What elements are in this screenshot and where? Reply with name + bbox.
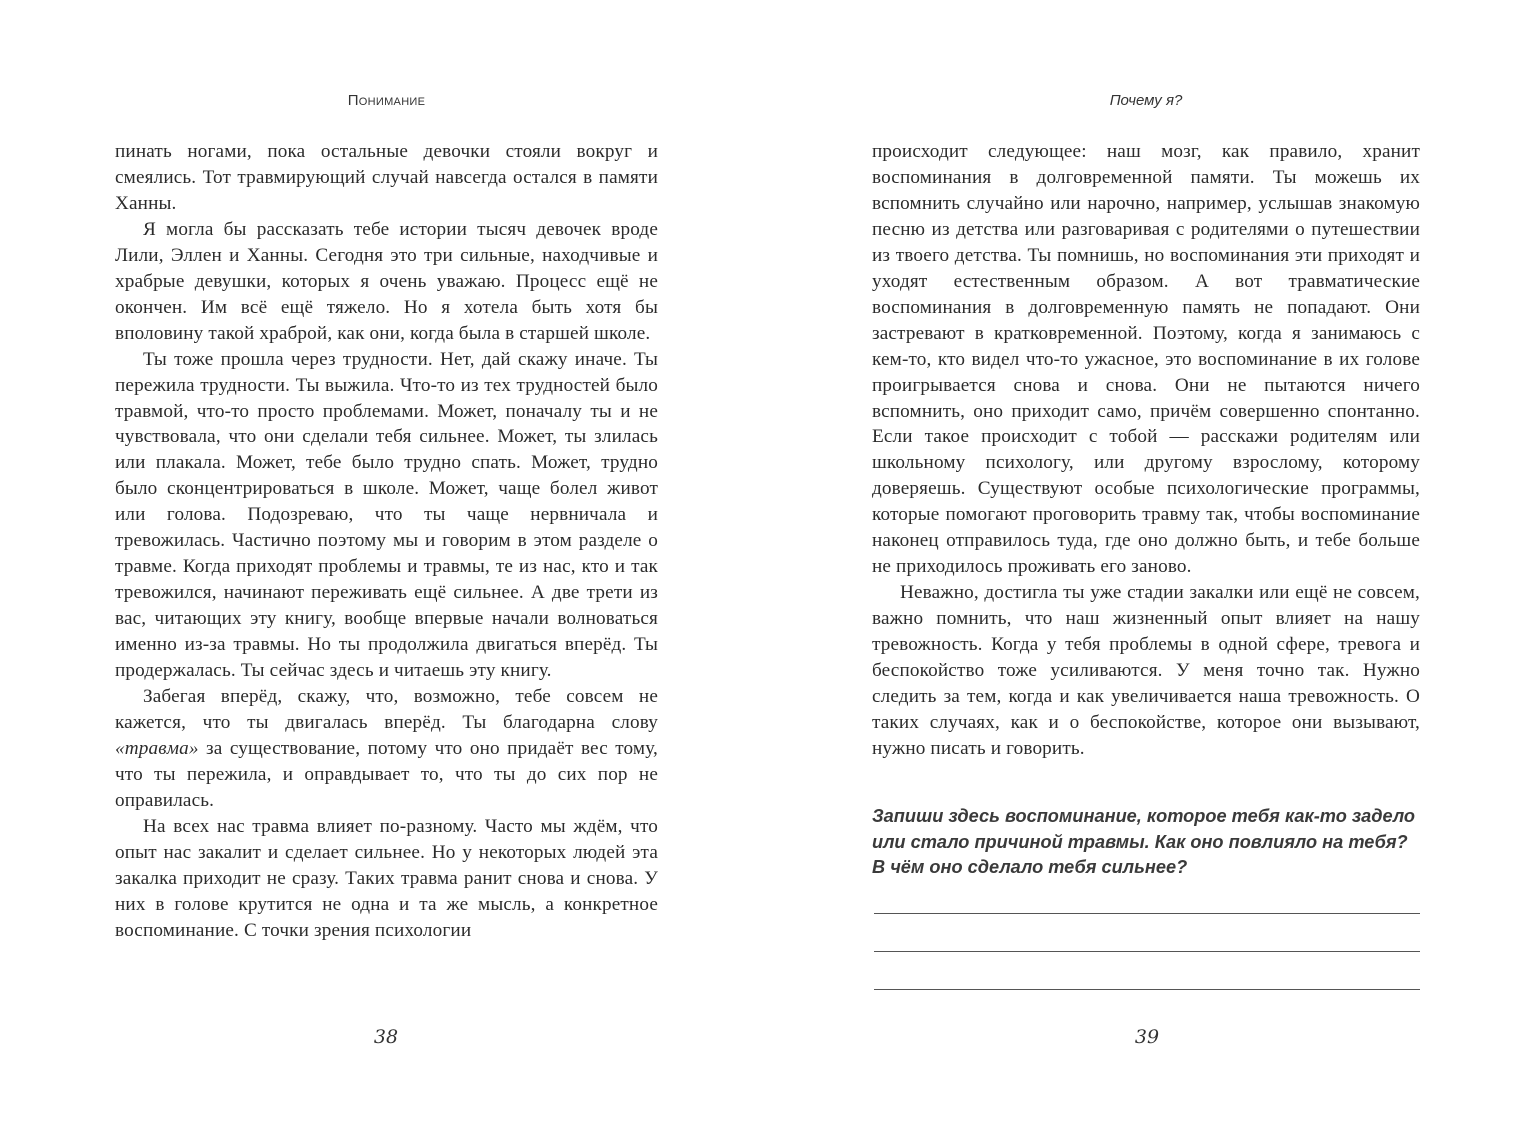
running-head-right: Почему я? [1109,92,1183,109]
paragraph: Ты тоже прошла через трудности. Нет, дай скажу иначе. Ты пережила трудности. Ты выжила. Что-то из тех трудностей было травмой, что-то просто проблемами. Может, поначалу ты и не чувствовала, что они сделали тебя сильнее. Может, ты злилась или плакала. Может, тебе было трудно спать. Может, трудно было сконцентрироваться в школе. Может, чаще болел живот или голова. Подозреваю, что ты чаще нервничала и тревожилась. Частично поэтому мы и говорим в этом разделе о травме. Когда приходят проблемы и травмы, те из нас, кто и так тревожился, начинают переживать ещё сильнее. А две трети из вас, читающих эту книгу, вообще впервые начали волноваться именно из-за травмы. Но ты продолжила двигаться вперёд. Ты продержалась. Ты сейчас здесь и читаешь эту книгу. [115,348,658,682]
paragraph: На всех нас травма влияет по-разному. Часто мы ждём, что опыт нас закалит и сделает сильнее. Но у некоторых людей эта закалка приходит не сразу. Таких травма ранит снова и снова. У них в голове крутится не одна и та же мысль, а конкретное воспоминание. С точки зрения психологии [115,815,658,941]
writing-prompt: Запиши здесь воспоминание, которое тебя как-то задело или стало причиной травмы. Как оно повлияло на тебя? В чём оно сделало тебя сильнее? [872,806,1416,877]
page-number-left: 38 [373,1026,399,1048]
running-head-left: Понимание [347,92,426,109]
paragraph: происходит следующее: наш мозг, как правило, хранит воспоминания в долговременной памяти. Ты можешь их вспомнить случайно или нарочно, например, услышав знакомую песню из детства или разговаривая с родителями о путешествии из твоего детства. Ты помнишь, но воспоминания эти приходят и уходят естественным образом. А вот травматические воспоминания в долговременную память не попадают. Они застревают в кратковременной. Поэтому, когда я занимаюсь с кем-то, кто видел что-то ужасное, это воспоминание в их голове проигрывается снова и снова. Они не пытаются ничего вспомнить, оно приходит само, причём совершенно спонтанно. Если такое происходит с тобой — расскажи родителям или школьному психологу, или другому взрослому, которому доверяешь. Существуют особые психологические программы, которые помогают проговорить травму так, чтобы воспоминание наконец отправилось туда, где оно должно быть, и тебе больше не приходилось проживать его заново. [872,141,1420,578]
page-number-right: 39 [1134,1026,1160,1048]
writing-line[interactable] [874,989,1420,990]
right-page [766,0,1532,1125]
paragraph-text: за существование, потому что оно придаёт вес тому, что ты пережила, и оправдывает то, что ты до сих пор не оправилась. [115,737,658,811]
left-body-text [115,139,658,944]
emphasis-term: «травма» [115,737,199,759]
paragraph: Я могла бы рассказать тебе истории тысяч девочек вроде Лили, Эллен и Ханны. Сегодня это три сильные, находчивые и храбрые девушки, которых я очень уважаю. Процесс ещё не окончен. Им всё ещё тяжело. Но я хотела быть хотя бы вполовину такой храброй, как они, когда была в старшей школе. [115,218,658,344]
writing-line[interactable] [874,951,1420,952]
right-body-text [872,139,1420,762]
paragraph: Неважно, достигла ты уже стадии закалки или ещё не совсем, важно помнить, что наш жизненный опыт влияет на нашу тревожность. Когда у тебя проблемы в одной сфере, тревога и беспокойство тоже усиливаются. У меня точно так. Нужно следить за тем, когда и как увеличивается наша тревожность. О таких случаях, как и о беспокойстве, которое они вызывают, нужно писать и говорить. [872,582,1420,759]
writing-line[interactable] [874,913,1420,914]
paragraph-text: Забегая вперёд, скажу, что, возможно, тебе совсем не кажется, что ты двигалась вперёд. Ты благодарна слову [115,686,658,733]
paragraph [115,684,658,814]
paragraph: пинать ногами, пока остальные девочки стояли вокруг и смеялись. Тот травмирующий случай навсегда остался в памяти Ханны. [115,141,658,214]
